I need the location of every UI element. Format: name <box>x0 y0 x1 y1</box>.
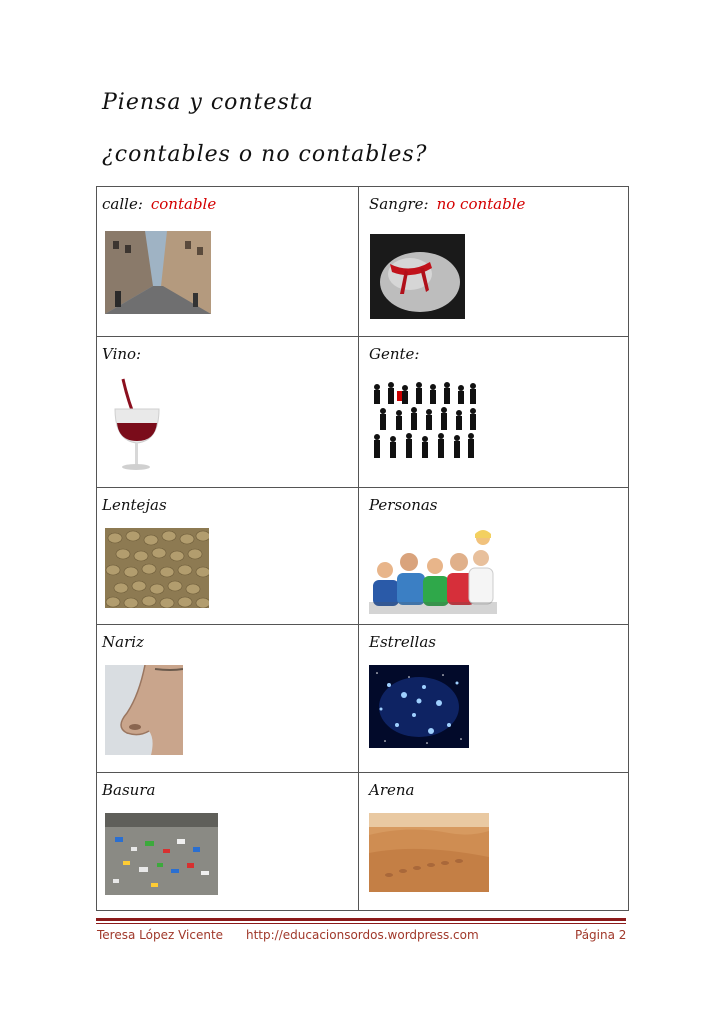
footer-url[interactable]: http://educacionsordos.wordpress.com <box>246 928 479 942</box>
cell-label: calle: contable <box>102 195 217 213</box>
sand-dune-photo <box>369 813 489 892</box>
cell-label: Sangre: no contable <box>369 195 526 213</box>
footer-page-number: Página 2 <box>575 928 627 942</box>
answer-text: no contable <box>436 195 526 213</box>
stars-photo <box>369 665 469 748</box>
cell-arena <box>359 773 629 911</box>
cell-label: Lentejas <box>102 496 167 514</box>
cell-label: Vino: <box>102 345 142 363</box>
blood-hand-photo <box>370 234 465 319</box>
cell-vino <box>97 337 359 488</box>
cell-label: Estrellas <box>369 633 436 651</box>
family-photo <box>369 528 497 614</box>
cell-label: Nariz <box>102 633 144 651</box>
footer-rule <box>96 918 626 921</box>
cell-label: Arena <box>369 781 415 799</box>
crowd-silhouettes-photo <box>369 379 479 463</box>
cell-label: Basura <box>102 781 156 799</box>
cell-nariz <box>97 625 359 773</box>
cell-label: Personas <box>369 496 438 514</box>
footer-author: Teresa López Vicente <box>97 928 224 942</box>
cell-gente <box>359 337 629 488</box>
cell-lentejas <box>97 488 359 625</box>
wine-glass-photo <box>105 377 167 473</box>
footer-rule-thin <box>96 923 626 924</box>
worksheet-title: Piensa y contesta <box>102 90 314 115</box>
cell-sangre <box>359 187 629 337</box>
vocabulary-table <box>96 186 629 911</box>
trash-photo <box>105 813 218 895</box>
nose-photo <box>105 665 183 755</box>
cell-label: Gente: <box>369 345 420 363</box>
answer-text: contable <box>150 195 217 213</box>
cell-estrellas <box>359 625 629 773</box>
street-photo <box>105 231 211 314</box>
cell-personas <box>359 488 629 625</box>
cell-calle <box>97 187 359 337</box>
lentils-photo <box>105 528 209 608</box>
worksheet-question: ¿contables o no contables? <box>102 142 428 167</box>
cell-basura <box>97 773 359 911</box>
